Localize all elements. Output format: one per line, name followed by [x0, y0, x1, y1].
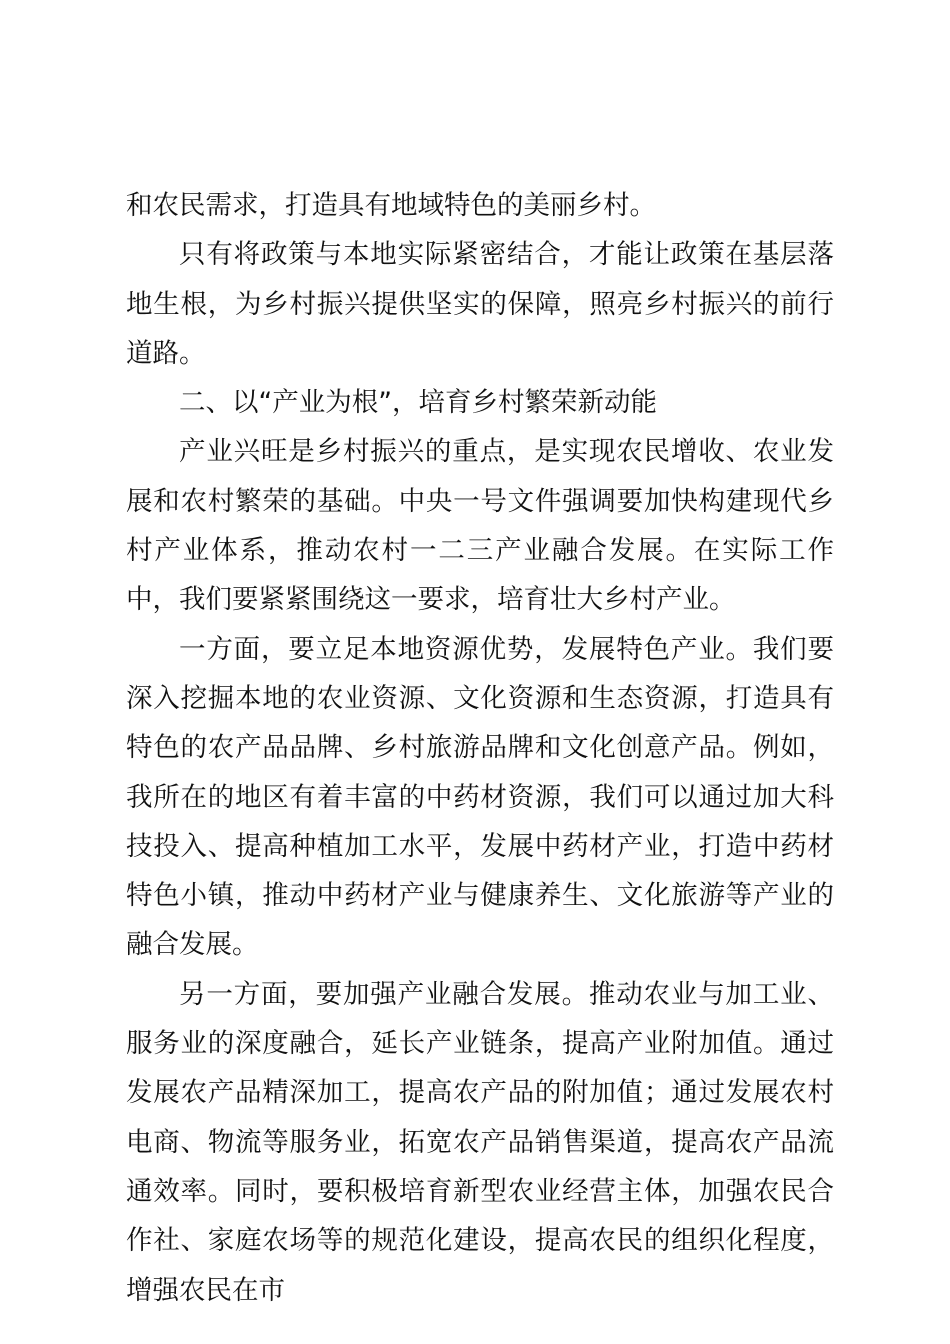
paragraph: 一方面，要立足本地资源优势，发展特色产业。我们要深入挖掘本地的农业资源、文化资源和生态资源，打造具有特色的农产品品牌、乡村旅游品牌和文化创意产品。例如，我所在的地区有着丰富的中药材资源，我们可以通过加大科技投入、提高种植加工水平，发展中药材产业，打造中药材特色小镇，推动中药材产业与健康养生、文化旅游等产业的融合发展。: [126, 633, 834, 961]
paragraph: 产业兴旺是乡村振兴的重点，是实现农民增收、农业发展和农村繁荣的基础。中央一号文件强调要加快构建现代乡村产业体系，推动农村一二三产业融合发展。在实际工作中，我们要紧紧围绕这一要求，培育壮大乡村产业。: [126, 436, 834, 616]
paragraph-continuation: 和农民需求，打造具有地域特色的美丽乡村。: [126, 190, 656, 221]
document-body: [126, 181, 834, 1315]
paragraph: 另一方面，要加强产业融合发展。推动农业与加工业、服务业的深度融合，延长产业链条，提高产业附加值。通过发展农产品精深加工，提高农产品的附加值；通过发展农村电商、物流等服务业，拓宽农产品销售渠道，提高农产品流通效率。同时，要积极培育新型农业经营主体，加强农民合作社、家庭农场等的规范化建设，提高农民的组织化程度，增强农民在市: [126, 978, 834, 1306]
section-heading: 二、以“产业为根”，培育乡村繁荣新动能: [179, 387, 657, 419]
paragraph: 只有将政策与本地实际紧密结合，才能让政策在基层落地生根，为乡村振兴提供坚实的保障，照亮乡村振兴的前行道路。: [126, 239, 834, 369]
